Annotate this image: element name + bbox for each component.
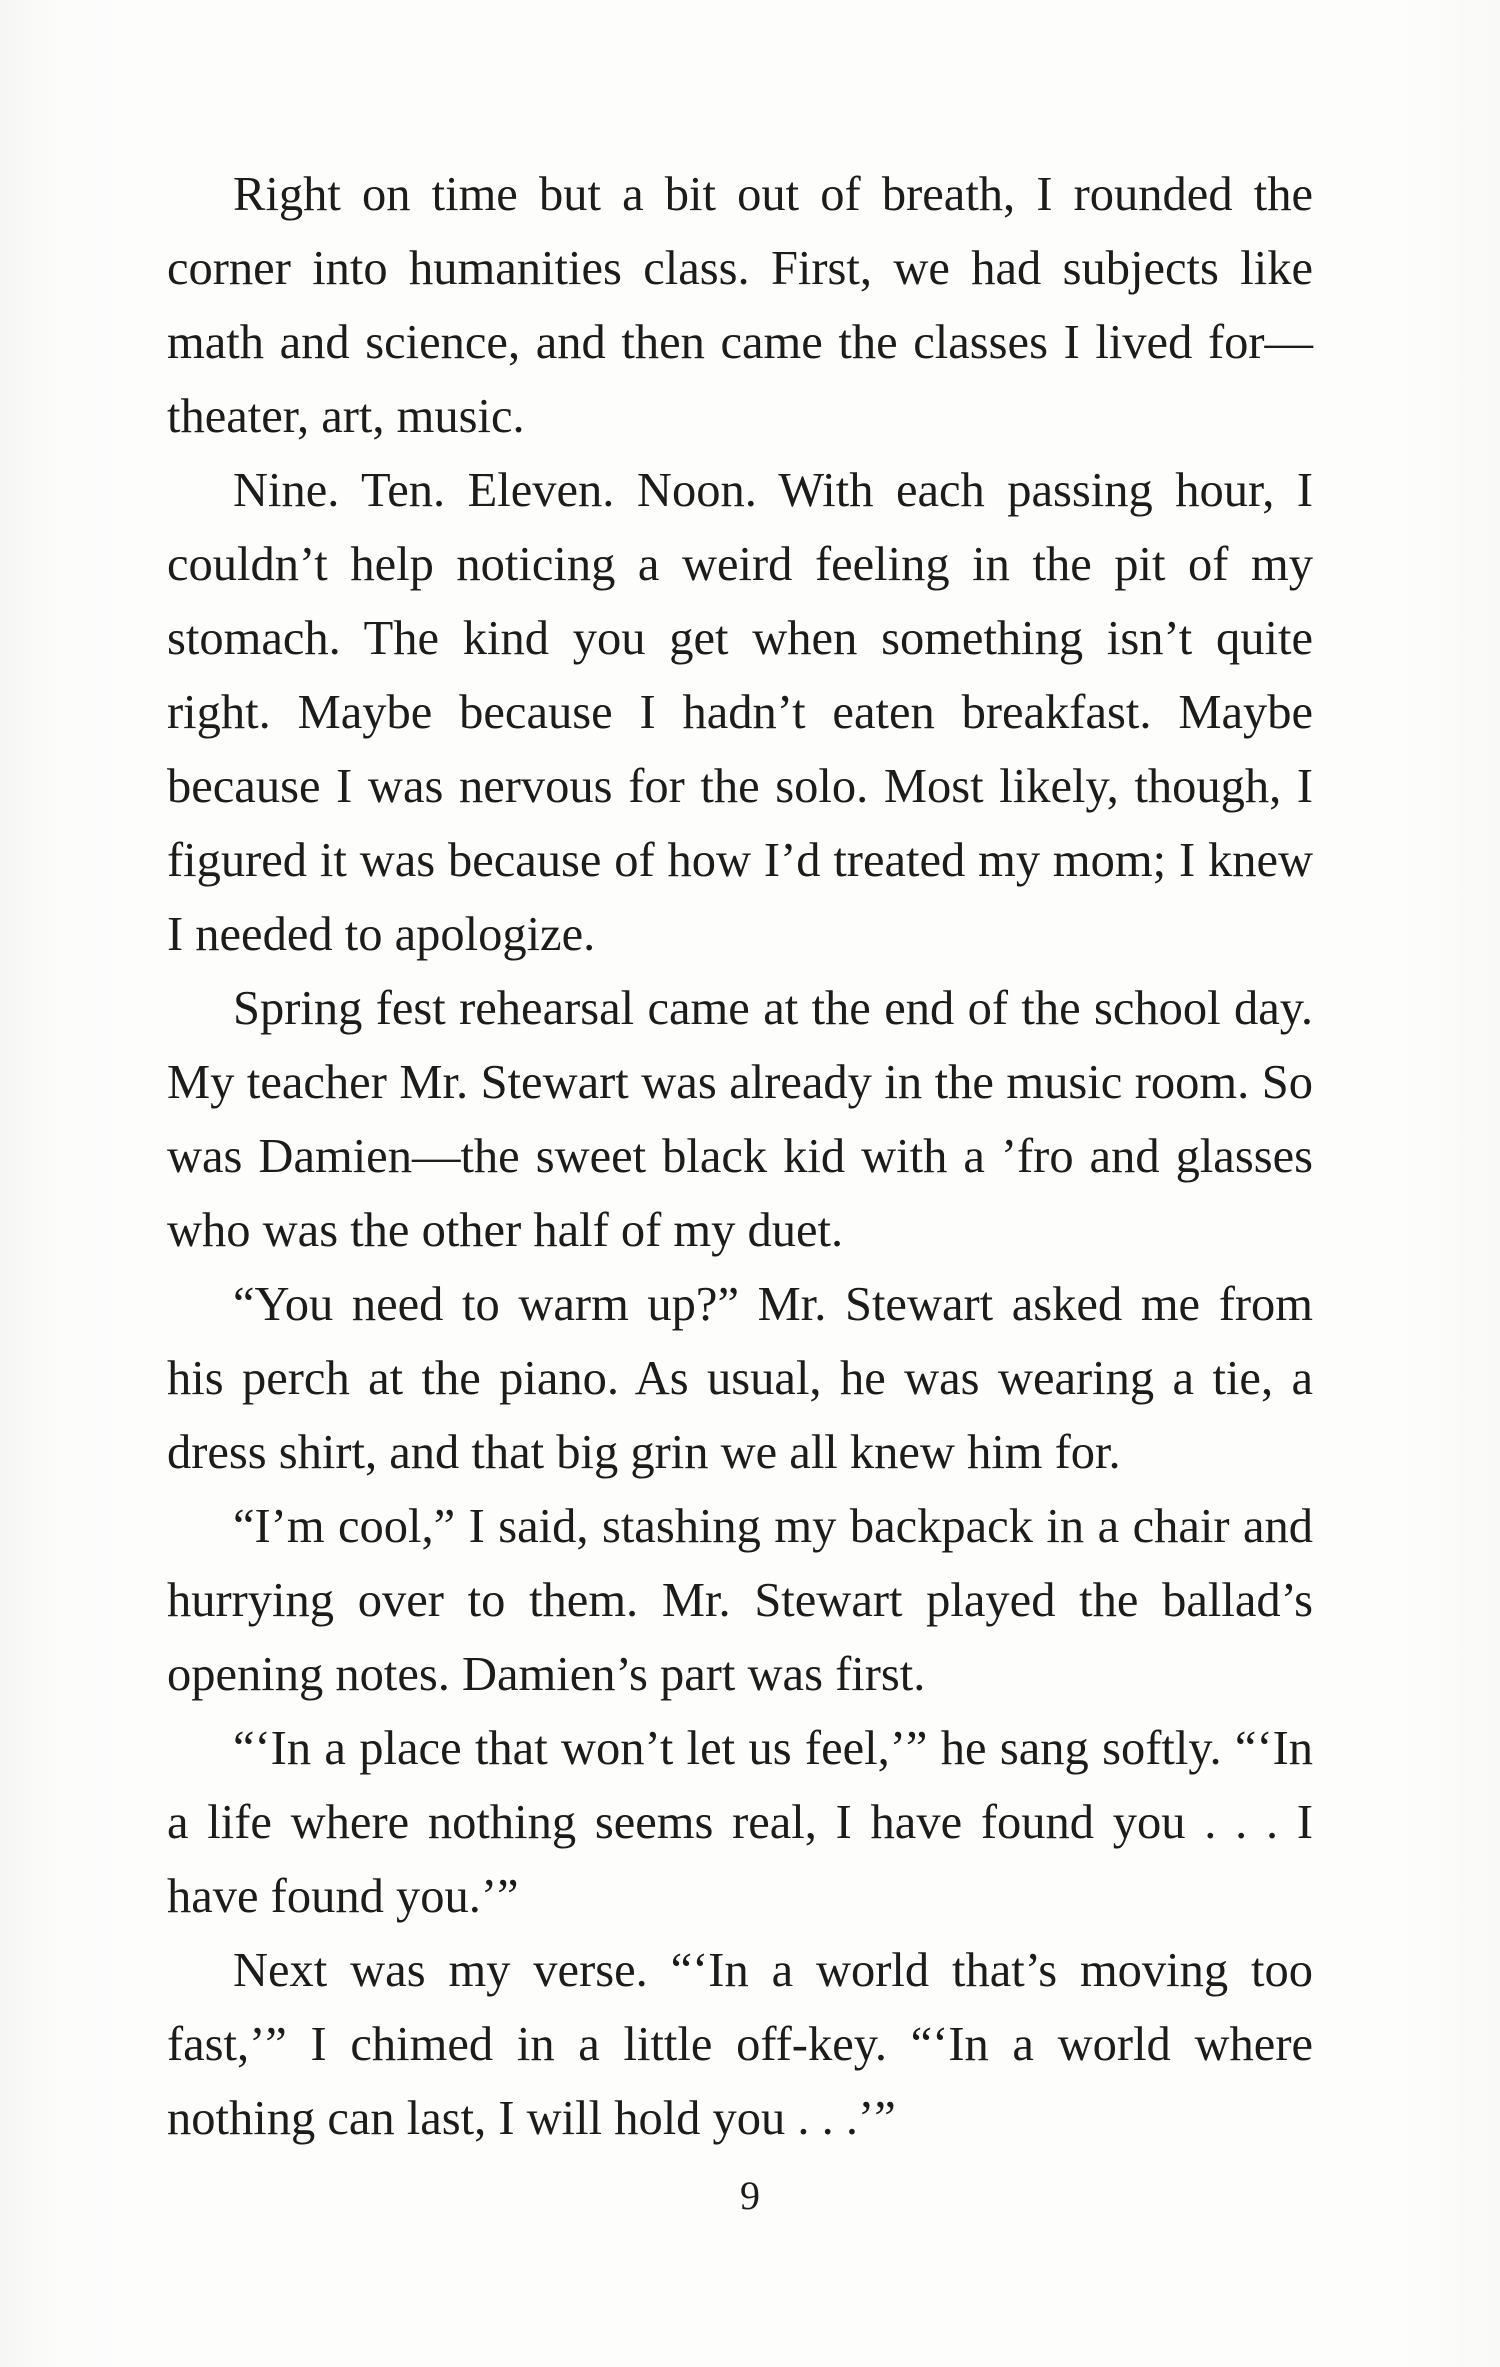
paragraph-4: “You need to warm up?” Mr. Stewart asked me from his perch at the piano. As usual, he was wearing a tie, a dress shirt, and that big grin we all knew him for. <box>167 1278 1313 1479</box>
paragraph-6: “‘In a place that won’t let us feel,’” he sang softly. “‘In a life where nothing seems real, I have found you . . . I have found you.’” <box>167 1722 1313 1923</box>
paragraph-7: Next was my verse. “‘In a world that’s moving too fast,’” I chimed in a little off-key. “‘In a world where nothing can last, I will hold you . . .’” <box>167 1944 1313 2145</box>
paragraph-3: Spring fest rehearsal came at the end of the school day. My teacher Mr. Stewart was already in the music room. So was Damien—the sweet black kid with a ’fro and glasses who was the other half of my duet. <box>167 982 1313 1257</box>
paragraph-2: Nine. Ten. Eleven. Noon. With each passing hour, I couldn’t help noticing a weird feeling in the pit of my stomach. The kind you get when something isn’t quite right. Maybe because I hadn’t eaten breakfast. Maybe because I was nervous for the solo. Most likely, though, I figured it was because of how I’d treated my mom; I knew I needed to apologize. <box>167 464 1313 961</box>
paragraph-1: Right on time but a bit out of breath, I rounded the corner into humanities class. First, we had subjects like math and science, and then came the classes I lived for—theater, art, music. <box>167 168 1313 443</box>
paragraph-5: “I’m cool,” I said, stashing my backpack in a chair and hurrying over to them. Mr. Stewart played the ballad’s opening notes. Damien’s part was first. <box>167 1500 1313 1701</box>
body-text <box>167 158 1313 2156</box>
page-number: 9 <box>740 2173 760 2218</box>
